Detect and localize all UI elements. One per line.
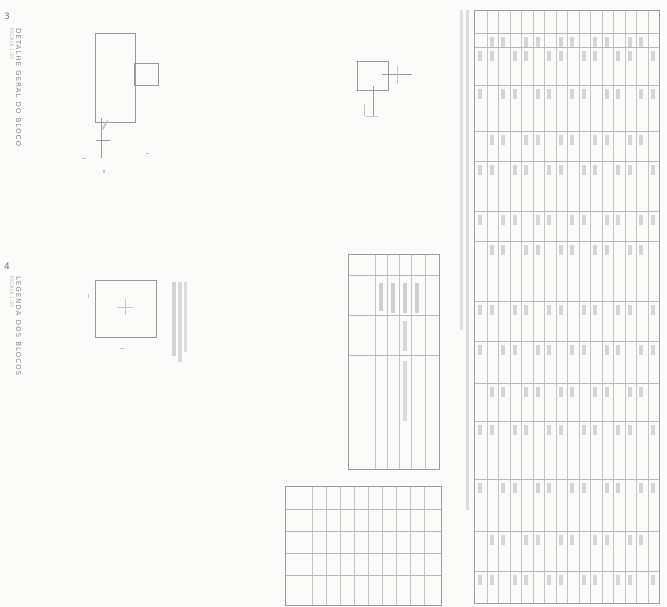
table-cell xyxy=(490,37,494,47)
pile-axis-v xyxy=(373,86,374,116)
pile-quantity-table xyxy=(285,486,442,606)
legend-cross-v xyxy=(125,299,126,315)
table-col-divider xyxy=(410,487,411,605)
notes-column-2 xyxy=(466,10,469,510)
notes-column xyxy=(460,10,463,330)
block-dimension-line xyxy=(101,118,102,158)
table-cell xyxy=(559,51,563,61)
table-cell xyxy=(547,305,551,315)
legend-note-2 xyxy=(178,282,182,362)
table-cell xyxy=(651,165,655,175)
table-col-divider xyxy=(648,11,649,603)
table-cell xyxy=(391,283,395,313)
table-cell xyxy=(403,283,407,313)
table-cell xyxy=(501,37,505,47)
table-row-divider xyxy=(349,275,439,276)
table-cell xyxy=(478,215,482,225)
table-cell xyxy=(513,89,517,99)
table-cell xyxy=(605,135,609,145)
table-cell xyxy=(501,215,505,225)
table-cell xyxy=(628,305,632,315)
table-cell xyxy=(501,245,505,255)
table-cell xyxy=(582,215,586,225)
table-cell xyxy=(639,387,643,397)
table-cell xyxy=(616,345,620,355)
table-cell xyxy=(513,51,517,61)
table-cell xyxy=(616,305,620,315)
table-cell xyxy=(559,387,563,397)
table-cell xyxy=(605,387,609,397)
table-cell xyxy=(379,283,383,311)
table-cell xyxy=(570,345,574,355)
table-cell xyxy=(524,305,528,315)
table-row-divider xyxy=(475,383,659,384)
block-mark-2 xyxy=(82,158,86,159)
table-row-divider xyxy=(286,553,441,554)
detail-3-title: DETALHE GERAL DO BLOCO xyxy=(14,28,22,147)
table-row-divider xyxy=(475,33,659,34)
table-cell xyxy=(524,245,528,255)
table-cell xyxy=(605,483,609,493)
table-cell xyxy=(593,535,597,545)
table-cell xyxy=(513,425,517,435)
detail-4-number: 4 xyxy=(4,262,10,272)
table-cell xyxy=(593,305,597,315)
table-cell xyxy=(478,51,482,61)
pile-tick-1 xyxy=(397,66,398,84)
pile-schedule-table xyxy=(474,10,660,604)
table-cell xyxy=(559,535,563,545)
table-col-divider xyxy=(567,11,568,603)
table-cell xyxy=(605,245,609,255)
table-cell xyxy=(593,135,597,145)
table-cell xyxy=(582,305,586,315)
table-cell xyxy=(628,387,632,397)
table-row-divider xyxy=(475,479,659,480)
table-cell xyxy=(559,245,563,255)
table-cell xyxy=(605,535,609,545)
table-cell xyxy=(490,51,494,61)
table-cell xyxy=(639,135,643,145)
table-cell xyxy=(628,575,632,585)
table-cell xyxy=(570,535,574,545)
table-cell xyxy=(524,575,528,585)
table-cell xyxy=(501,135,505,145)
table-cell xyxy=(490,535,494,545)
table-col-divider xyxy=(613,11,614,603)
table-cell xyxy=(651,305,655,315)
legend-note-3 xyxy=(184,282,187,352)
table-cell xyxy=(547,575,551,585)
table-cell xyxy=(478,483,482,493)
table-cell xyxy=(524,387,528,397)
table-cell xyxy=(582,345,586,355)
table-cell xyxy=(524,135,528,145)
table-cell xyxy=(605,215,609,225)
table-cell xyxy=(559,305,563,315)
table-row-divider xyxy=(286,509,441,510)
table-col-divider xyxy=(375,255,376,469)
table-cell xyxy=(478,89,482,99)
table-cell xyxy=(547,483,551,493)
table-cell xyxy=(478,575,482,585)
table-cell xyxy=(524,165,528,175)
table-cell xyxy=(513,345,517,355)
table-cell xyxy=(616,165,620,175)
table-cell xyxy=(536,135,540,145)
table-cell xyxy=(570,89,574,99)
table-row-divider xyxy=(475,211,659,212)
table-cell xyxy=(593,575,597,585)
table-cell xyxy=(536,483,540,493)
table-row-divider xyxy=(475,421,659,422)
table-row-divider xyxy=(475,571,659,572)
table-cell xyxy=(559,37,563,47)
table-cell xyxy=(536,387,540,397)
table-row-divider xyxy=(475,531,659,532)
table-cell xyxy=(547,215,551,225)
table-row-divider xyxy=(475,85,659,86)
table-col-divider xyxy=(368,487,369,605)
table-cell xyxy=(628,425,632,435)
table-cell xyxy=(559,425,563,435)
table-cell xyxy=(582,575,586,585)
table-cell xyxy=(651,215,655,225)
table-cell xyxy=(547,89,551,99)
table-cell xyxy=(593,165,597,175)
table-cell xyxy=(570,215,574,225)
table-cell xyxy=(582,51,586,61)
table-cell xyxy=(651,483,655,493)
table-cell xyxy=(582,425,586,435)
table-cell xyxy=(593,387,597,397)
table-row-divider xyxy=(475,161,659,162)
block-leader-2 xyxy=(103,170,105,173)
table-cell xyxy=(582,89,586,99)
pile-tick-2 xyxy=(364,104,365,116)
table-cell xyxy=(593,245,597,255)
detail-3-number: 3 xyxy=(4,12,10,22)
table-cell xyxy=(570,37,574,47)
table-col-divider xyxy=(387,255,388,469)
table-col-divider xyxy=(625,11,626,603)
table-cell xyxy=(501,483,505,493)
table-cell xyxy=(547,425,551,435)
detail-4-title: LEGENDA DOS BLOCOS xyxy=(14,276,22,377)
table-cell xyxy=(547,165,551,175)
table-col-divider xyxy=(544,11,545,603)
table-col-divider xyxy=(498,11,499,603)
table-cell xyxy=(639,215,643,225)
table-col-divider xyxy=(424,487,425,605)
table-cell xyxy=(616,215,620,225)
table-cell xyxy=(593,51,597,61)
table-cell xyxy=(490,245,494,255)
table-row-divider xyxy=(349,355,439,356)
legend-note-1 xyxy=(172,282,176,356)
table-cell xyxy=(513,165,517,175)
table-col-divider xyxy=(326,487,327,605)
table-cell xyxy=(513,305,517,315)
table-col-divider xyxy=(396,487,397,605)
table-col-divider xyxy=(602,11,603,603)
table-cell xyxy=(570,245,574,255)
table-cell xyxy=(639,535,643,545)
table-cell xyxy=(513,575,517,585)
table-cell xyxy=(501,345,505,355)
table-cell xyxy=(570,135,574,145)
table-cell xyxy=(490,135,494,145)
pile-summary-table xyxy=(348,254,440,470)
table-cell xyxy=(639,37,643,47)
table-cell xyxy=(651,51,655,61)
table-cell xyxy=(536,37,540,47)
table-col-divider xyxy=(510,11,511,603)
table-col-divider xyxy=(590,11,591,603)
table-cell xyxy=(605,37,609,47)
table-cell xyxy=(536,535,540,545)
table-row-divider xyxy=(286,531,441,532)
legend-block-outline xyxy=(95,280,157,338)
table-cell xyxy=(490,165,494,175)
table-row-divider xyxy=(475,341,659,342)
table-cell xyxy=(490,387,494,397)
table-row-divider xyxy=(475,47,659,48)
table-cell xyxy=(651,425,655,435)
table-cell xyxy=(639,345,643,355)
table-cell xyxy=(501,89,505,99)
table-col-divider xyxy=(521,11,522,603)
table-cell xyxy=(628,135,632,145)
table-cell xyxy=(639,483,643,493)
table-col-divider xyxy=(425,255,426,469)
table-cell xyxy=(628,165,632,175)
table-col-divider xyxy=(312,487,313,605)
table-cell xyxy=(570,387,574,397)
table-cell xyxy=(415,283,419,313)
table-cell xyxy=(547,51,551,61)
table-col-divider xyxy=(556,11,557,603)
table-cell xyxy=(651,575,655,585)
table-cell xyxy=(501,387,505,397)
table-cell xyxy=(559,135,563,145)
table-col-divider xyxy=(487,11,488,603)
table-cell xyxy=(524,425,528,435)
table-row-divider xyxy=(349,315,439,316)
table-cell xyxy=(513,215,517,225)
block-side-tab xyxy=(134,63,159,86)
table-cell xyxy=(559,165,563,175)
detail-3-subtitle: ESCALA 1:25 xyxy=(9,28,14,60)
table-cell xyxy=(547,345,551,355)
table-cell xyxy=(616,425,620,435)
table-cell xyxy=(605,345,609,355)
table-row-divider xyxy=(475,241,659,242)
block-mark xyxy=(146,153,149,154)
table-cell xyxy=(501,535,505,545)
table-col-divider xyxy=(533,11,534,603)
table-cell xyxy=(570,483,574,493)
table-cell xyxy=(536,245,540,255)
table-col-divider xyxy=(579,11,580,603)
table-row-divider xyxy=(475,301,659,302)
table-cell xyxy=(490,575,494,585)
table-cell xyxy=(616,575,620,585)
table-cell xyxy=(593,425,597,435)
table-cell xyxy=(524,51,528,61)
table-cell xyxy=(536,215,540,225)
table-cell xyxy=(628,51,632,61)
table-cell xyxy=(582,483,586,493)
table-cell xyxy=(628,37,632,47)
table-cell xyxy=(536,345,540,355)
table-cell xyxy=(628,535,632,545)
table-cell xyxy=(559,575,563,585)
table-cell xyxy=(524,37,528,47)
table-cell xyxy=(403,361,407,421)
table-cell xyxy=(639,245,643,255)
legend-mark-bottom xyxy=(120,348,124,349)
table-col-divider xyxy=(340,487,341,605)
table-cell xyxy=(478,425,482,435)
table-col-divider xyxy=(354,487,355,605)
pile-tick-3 xyxy=(366,116,378,117)
table-cell xyxy=(651,345,655,355)
table-col-divider xyxy=(399,255,400,469)
block-tick xyxy=(96,140,110,141)
table-col-divider xyxy=(411,255,412,469)
table-cell xyxy=(403,321,407,351)
table-cell xyxy=(582,165,586,175)
table-row-divider xyxy=(475,131,659,132)
table-col-divider xyxy=(636,11,637,603)
table-cell xyxy=(593,37,597,47)
table-cell xyxy=(628,245,632,255)
table-cell xyxy=(616,51,620,61)
table-cell xyxy=(616,483,620,493)
table-cell xyxy=(478,165,482,175)
table-cell xyxy=(605,89,609,99)
table-cell xyxy=(478,345,482,355)
detail-4-subtitle: ESCALA 1:25 xyxy=(9,276,14,308)
block-outline xyxy=(95,33,136,123)
table-cell xyxy=(490,305,494,315)
table-cell xyxy=(490,425,494,435)
table-cell xyxy=(536,89,540,99)
table-cell xyxy=(478,305,482,315)
table-row-divider xyxy=(286,575,441,576)
table-cell xyxy=(524,535,528,545)
legend-mark-left xyxy=(88,294,89,298)
table-cell xyxy=(616,89,620,99)
table-cell xyxy=(651,89,655,99)
table-cell xyxy=(513,483,517,493)
table-cell xyxy=(639,89,643,99)
table-col-divider xyxy=(382,487,383,605)
